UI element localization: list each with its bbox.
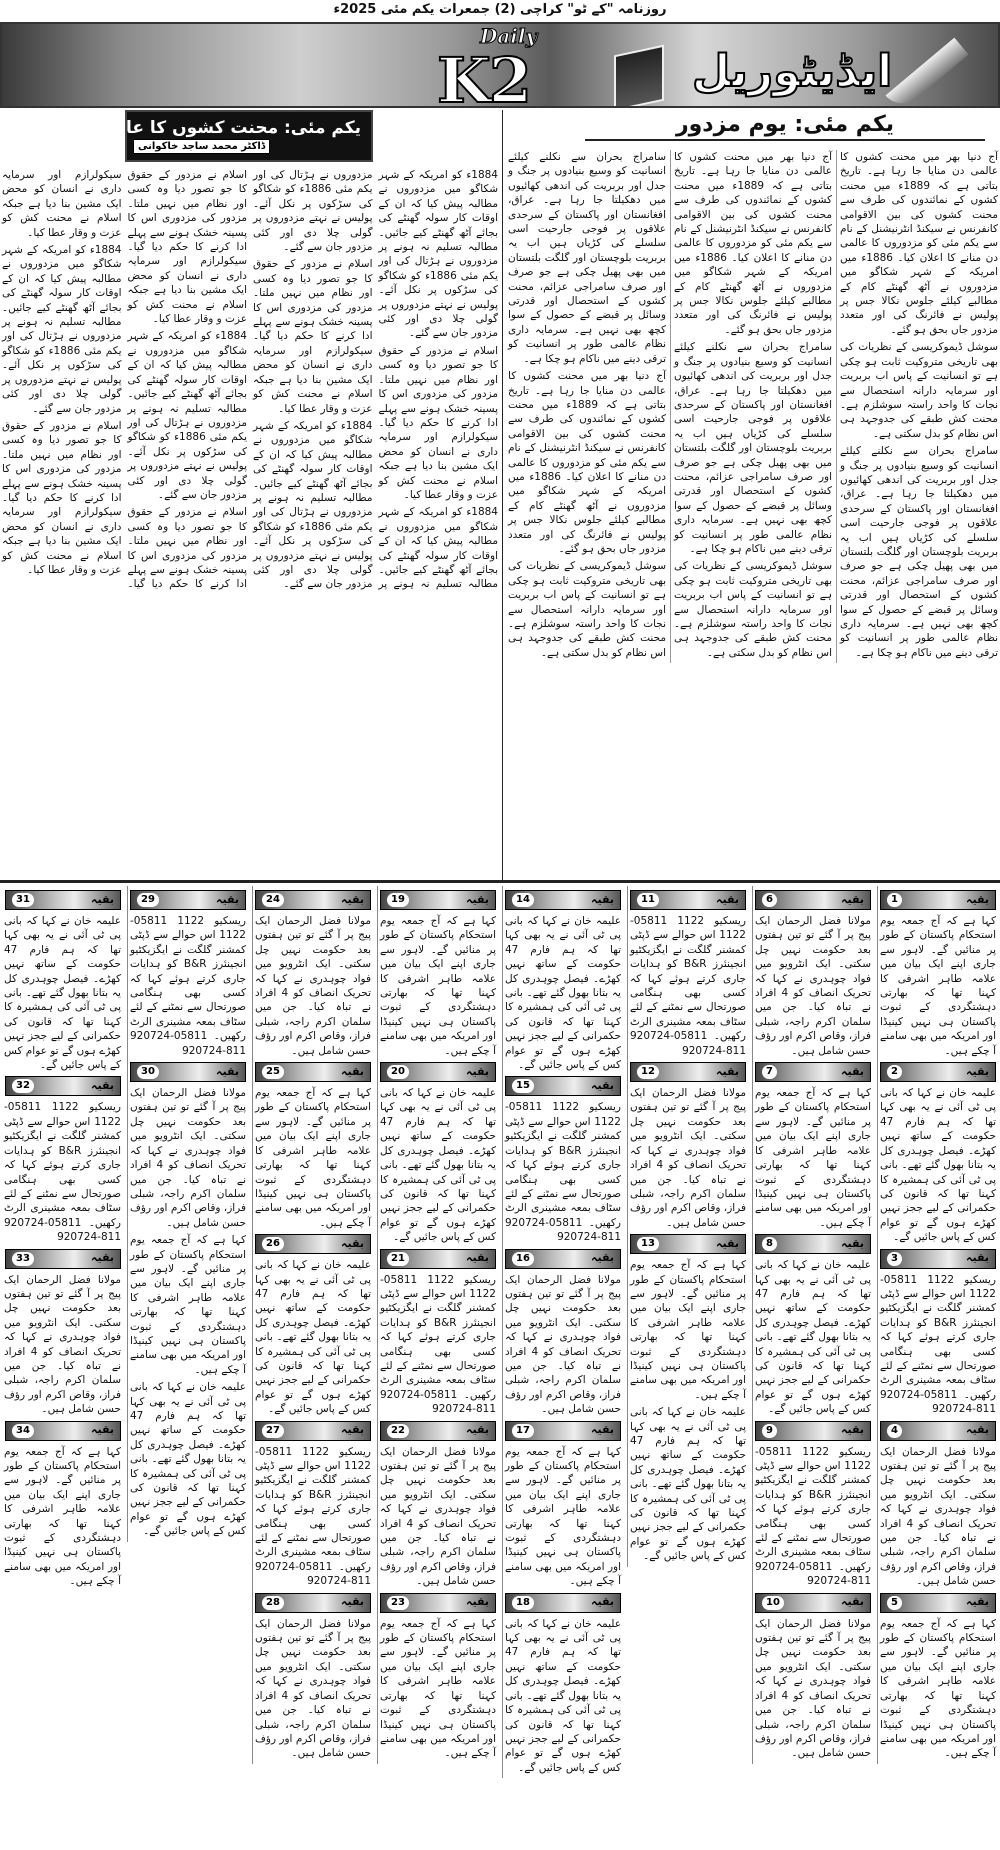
- column-divider: [502, 110, 503, 880]
- continued-box: [630, 1062, 746, 1082]
- continued-label: بقیہ: [91, 1251, 114, 1265]
- continued-number: 29: [137, 893, 159, 907]
- news-paragraph: مولانا فضل الرحمان ایک پیج پر آ گئے تو تین ہفتوں بعد حکومت نہیں چل سکتی۔ ایک انٹرویو میں فواد چوہدری نے کہا کہ تحریک انصاف کو 4 افراد نے تباہ کیا۔ جن میں سلمان اکرم راجہ، شبلی فراز، وقاص اکرم اور رؤف حسن شامل ہیں۔: [130, 1087, 247, 1229]
- paragraph: سامراج بحران سے نکلنے کیلئے انسانیت کو وسیع بنیادوں پر جنگ و جدل اور بربریت کی اندھی کھائیوں میں دھکیلتا جا رہا ہے۔ عراق، افغانستان اور پاکستان کے سرحدی علاقوں پر فوجی جارحیت اسی سلسلے کی کڑیاں ہیں اب یہ بربریت بلوچستان اور گلگت بلتستان میں بھی پھیل چکی ہے جو صرف اور صرف سامراجی عزائم، محنت کشوں کے استحصال اور قدرتی وسائل پر قبضے کے حصول کے سوا کچھ بھی نہیں ہے۔ سرمایہ داری نظام عالمی طور پر انسانیت کو ترقی دینے میں ناکام ہو چکا ہے۔: [840, 445, 998, 659]
- news-paragraph: مولانا فضل الرحمان ایک پیج پر آ گئے تو تین ہفتوں بعد حکومت نہیں چل سکتی۔ ایک انٹرویو میں فواد چوہدری نے کہا کہ تحریک انصاف کو 4 افراد نے تباہ کیا۔ جن میں سلمان اکرم راجہ، شبلی فراز، وقاص اکرم اور رؤف حسن شامل ہیں۔: [755, 915, 872, 1057]
- continued-box: [255, 1234, 371, 1254]
- news-paragraph: ریسکیو 1122 05811-1122 اس حوالے سے ڈپٹی کمشنر گلگت نے ایگزیکٹیو انجینئرز B&R کو ہدایات جاری کرتے ہوئے کہا کہ کسی بھی ہنگامی صورتحال سے نمٹنے کے لئے سٹاف بمعہ مشینری الرٹ رکھیں۔ 05811-920724 811-920724: [880, 1273, 997, 1416]
- continued-box: [505, 1421, 621, 1441]
- books-icon: [614, 45, 664, 108]
- paragraph: اسلام نے مزدور کے حقوق کا جو تصور دیا وہ کسی اور نظام میں نہیں ملتا۔ مزدور کی مزدوری اس کا پسینہ خشک ہونے سے پہلے ادا کرنے کا حکم دیا گیا۔ سیکولرازم اور سرمایہ داری نے انسان کو محض ایک مشین بنا دیا ہے جبکہ اسلام نے محنت کش کو عزت و وقار عطا کیا۔: [253, 258, 373, 415]
- continued-label: بقیہ: [216, 892, 239, 906]
- continued-box: [5, 1421, 121, 1441]
- continued-label: بقیہ: [466, 1064, 489, 1078]
- continued-number: 13: [637, 1237, 659, 1251]
- continued-box: [755, 890, 871, 910]
- continued-number: 9: [762, 1424, 777, 1438]
- continued-number: 27: [262, 1424, 284, 1438]
- paragraph: 1884ء کو امریکہ کے شہر شکاگو میں مزدوروں نے مطالبہ پیش کیا کہ ان کے اوقات کار سولہ گھنٹے کی بجائے آٹھ گھنٹے کیے جائیں۔ مطالبہ تسلیم نہ ہونے پر مزدوروں نے ہڑتال کی اور یکم مئی 1886ء کو شکاگو کی سڑکوں پر نکل آئے۔ پولیس نے نہتے مزدوروں پر گولی چلا دی اور کئی مزدور جان سے گئے۔: [127, 330, 247, 501]
- continued-number: 32: [12, 1079, 34, 1093]
- continued-box: [630, 890, 746, 910]
- news-paragraph: ریسکیو 1122 05811-1122 اس حوالے سے ڈپٹی کمشنر گلگت نے ایگزیکٹیو انجینئرز B&R کو ہدایات جاری کرتے ہوئے کہا کہ کسی بھی ہنگامی صورتحال سے نمٹنے کے لئے سٹاف بمعہ مشینری الرٹ رکھیں۔ 05811-920724 811-920724: [505, 1101, 622, 1244]
- continued-number: 26: [262, 1237, 284, 1251]
- news-paragraph: کہا ہے کہ آج جمعہ یوم استحکام پاکستان کے طور پر منائیں گے۔ لاہور سے جاری اپنے ایک بیان میں علامہ طاہر اشرفی کا کہنا تھا کہ بھارتی دہشتگردی کے ثبوت پاکستان ہی نہیں کینیڈا اور امریکہ میں بھی سامنے آ چکے ہیں۔: [380, 1617, 496, 1760]
- continued-box: [380, 890, 496, 910]
- news-column: [877, 886, 998, 1764]
- continued-box: [255, 1062, 371, 1082]
- continued-box: [880, 1593, 996, 1613]
- continued-label: بقیہ: [341, 892, 364, 906]
- continued-label: بقیہ: [341, 1595, 364, 1609]
- news-paragraph: ریسکیو 1122 05811-1122 اس حوالے سے ڈپٹی کمشنر گلگت نے ایگزیکٹیو انجینئرز B&R کو ہدایات جاری کرتے ہوئے کہا کہ کسی بھی ہنگامی صورتحال سے نمٹنے کے لئے سٹاف بمعہ مشینری الرٹ رکھیں۔ 05811-920724 811-920724: [4, 1101, 122, 1244]
- continued-label: بقیہ: [716, 1064, 739, 1078]
- news-paragraph: کہا ہے کہ آج جمعہ یوم استحکام پاکستان کے طور پر منائیں گے۔ لاہور سے جاری اپنے ایک بیان میں علامہ طاہر اشرفی کا کہنا تھا کہ بھارتی دہشتگردی کے ثبوت پاکستان ہی نہیں کینیڈا اور امریکہ میں بھی سامنے آ چکے ہیں۔: [130, 1234, 246, 1376]
- continued-box: [5, 1249, 121, 1269]
- masthead-banner: [0, 22, 1000, 108]
- continued-number: 21: [387, 1252, 409, 1266]
- continued-box: [880, 1249, 996, 1269]
- column-area: [2, 110, 498, 592]
- news-paragraph: علیمہ خان نے کہا کہ بانی پی ٹی آئی نے یہ بھی کہا تھا کہ ہم فارم 47 حکومت کے ساتھ نہیں کھڑے۔ فیصل چوہدری کل یہ بتانا بھول گئے تھے۔ بانی پی ٹی آئی کی ہمشیرہ کا کہنا تھا کہ قانون کی حکمرانی کے لیے ججز نہیں کھڑے ہوں گے تو عوام کس کے پاس جائیں گے۔: [130, 1381, 246, 1538]
- column-banner: [61, 110, 373, 162]
- continued-box: [755, 1062, 871, 1082]
- news-paragraph: مولانا فضل الرحمان ایک پیج پر آ گئے تو تین ہفتوں بعد حکومت نہیں چل سکتی۔ ایک انٹرویو میں فواد چوہدری نے کہا کہ تحریک انصاف کو 4 افراد نے تباہ کیا۔ جن میں سلمان اکرم راجہ، شبلی فراز، وقاص اکرم اور رؤف حسن شامل ہیں۔: [255, 915, 372, 1057]
- continued-box: [755, 1593, 871, 1613]
- continued-number: 25: [262, 1065, 284, 1079]
- news-paragraph: علیمہ خان نے کہا کہ بانی پی ٹی آئی نے یہ بھی کہا تھا کہ ہم فارم 47 حکومت کے ساتھ نہیں کھڑے۔ فیصل چوہدری کل یہ بتانا بھول گئے تھے۔ بانی پی ٹی آئی کی ہمشیرہ کا کہنا تھا کہ قانون کی حکمرانی کے لیے ججز نہیں کھڑے ہوں گے تو عوام کس کے پاس جائیں گے۔: [4, 915, 121, 1072]
- continued-number: 3: [887, 1252, 902, 1266]
- continued-box: [630, 1234, 746, 1254]
- continued-label: بقیہ: [841, 1595, 864, 1609]
- news-paragraph: کہا ہے کہ آج جمعہ یوم استحکام پاکستان کے طور پر منائیں گے۔ لاہور سے جاری اپنے ایک بیان میں علامہ طاہر اشرفی کا کہنا تھا کہ بھارتی دہشتگردی کے ثبوت پاکستان ہی نہیں کینیڈا اور امریکہ میں بھی سامنے آ چکے ہیں۔: [505, 1445, 621, 1588]
- continued-label: بقیہ: [591, 1595, 614, 1609]
- paragraph: سوشل ڈیموکریسی کے نظریات کی بھی تاریخی متروکیت ثابت ہو چکی ہے تو انسانیت کے پاس اب بربریت اور سرمایہ دارانہ استحصال سے نجات کا واحد راستہ سوشلزم ہے۔ محنت کش طبقے کی جدوجہد ہی اس نظام کو بدل سکتی ہے۔: [674, 560, 832, 659]
- news-paragraph: علیمہ خان نے کہا کہ بانی پی ٹی آئی نے یہ بھی کہا تھا کہ ہم فارم 47 حکومت کے ساتھ نہیں کھڑے۔ فیصل چوہدری کل یہ بتانا بھول گئے تھے۔ بانی پی ٹی آئی کی ہمشیرہ کا کہنا تھا کہ قانون کی حکمرانی کے لیے ججز نہیں کھڑے ہوں گے تو عوام کس کے پاس جائیں گے۔: [505, 915, 621, 1072]
- continued-label: بقیہ: [591, 1079, 614, 1093]
- continued-number: 2: [887, 1065, 902, 1079]
- continued-number: 20: [387, 1065, 409, 1079]
- news-column: [627, 886, 748, 1567]
- continued-number: 19: [387, 893, 409, 907]
- continued-number: 8: [762, 1237, 777, 1251]
- continued-number: 31: [12, 893, 34, 907]
- continued-label: بقیہ: [841, 1423, 864, 1437]
- news-column: [752, 886, 873, 1764]
- news-paragraph: کہا ہے کہ آج جمعہ یوم استحکام پاکستان کے طور پر منائیں گے۔ لاہور سے جاری اپنے ایک بیان میں علامہ طاہر اشرفی کا کہنا تھا کہ بھارتی دہشتگردی کے ثبوت پاکستان ہی نہیں کینیڈا اور امریکہ میں بھی سامنے آ چکے ہیں۔: [255, 1087, 371, 1229]
- continued-number: 24: [262, 893, 284, 907]
- column-title: یکم مئی: محنت کشوں کا عالمی دن: [61, 118, 361, 138]
- continued-number: 28: [262, 1596, 284, 1610]
- continued-number: 23: [387, 1596, 409, 1610]
- continued-label: بقیہ: [466, 1251, 489, 1265]
- paragraph: اسلام نے مزدور کے حقوق کا جو تصور دیا وہ کسی اور نظام میں نہیں ملتا۔ مزدور کی مزدوری اس کا پسینہ خشک ہونے سے پہلے ادا کرنے کا حکم دیا گیا۔ سیکولرازم اور سرمایہ داری نے انسان کو محض ایک مشین بنا دیا ہے جبکہ اسلام نے محنت کش کو عزت و وقار عطا کیا۔: [378, 344, 498, 501]
- paragraph: سامراج بحران سے نکلنے کیلئے انسانیت کو وسیع بنیادوں پر جنگ و جدل اور بربریت کی اندھی کھائیوں میں دھکیلتا جا رہا ہے۔ عراق، افغانستان اور پاکستان کے سرحدی علاقوں پر فوجی جارحیت اسی سلسلے کی کڑیاں ہیں اب یہ بربریت بلوچستان اور گلگت بلتستان میں بھی پھیل چکی ہے جو صرف اور صرف سامراجی عزائم، محنت کشوں کے استحصال اور قدرتی وسائل پر قبضے کے حصول کے سوا کچھ بھی نہیں ہے۔ سرمایہ داری نظام عالمی طور پر انسانیت کو ترقی دینے میں ناکام ہو چکا ہے۔: [674, 341, 832, 555]
- continued-box: [505, 1076, 621, 1096]
- continued-label: بقیہ: [841, 892, 864, 906]
- news-column: [377, 886, 498, 1764]
- continued-label: بقیہ: [966, 1251, 989, 1265]
- paragraph: 1884ء کو امریکہ کے شہر شکاگو میں مزدوروں نے مطالبہ پیش کیا کہ ان کے اوقات کار سولہ گھنٹے کی بجائے آٹھ گھنٹے کیے جائیں۔ مطالبہ تسلیم نہ ہونے پر مزدوروں نے ہڑتال کی اور یکم مئی 1886ء کو شکاگو کی سڑکوں پر نکل آئے۔ پولیس نے نہتے مزدوروں پر گولی چلا دی اور کئی مزدور جان سے گئے۔: [2, 244, 122, 415]
- news-paragraph: علیمہ خان نے کہا کہ بانی پی ٹی آئی نے یہ بھی کہا تھا کہ ہم فارم 47 حکومت کے ساتھ نہیں کھڑے۔ فیصل چوہدری کل یہ بتانا بھول گئے تھے۔ بانی پی ٹی آئی کی ہمشیرہ کا کہنا تھا کہ قانون کی حکمرانی کے لیے ججز نہیں کھڑے ہوں گے تو عوام کس کے پاس جائیں گے۔: [380, 1087, 496, 1244]
- continued-label: بقیہ: [341, 1064, 364, 1078]
- continued-label: بقیہ: [466, 1595, 489, 1609]
- paragraph: اسلام نے مزدور کے حقوق کا جو تصور دیا وہ کسی اور نظام میں نہیں ملتا۔ مزدور کی مزدوری اس کا پسینہ خشک ہونے سے پہلے ادا کرنے کا حکم دیا گیا۔ سیکولرازم اور سرمایہ داری نے انسان کو محض ایک مشین بنا دیا ہے جبکہ اسلام نے محنت کش کو عزت و وقار عطا کیا۔: [127, 169, 247, 326]
- continued-number: 4: [887, 1424, 902, 1438]
- continued-box: [505, 890, 621, 910]
- news-paragraph: کہا ہے کہ آج جمعہ یوم استحکام پاکستان کے طور پر منائیں گے۔ لاہور سے جاری اپنے ایک بیان میں علامہ طاہر اشرفی کا کہنا تھا کہ بھارتی دہشتگردی کے ثبوت پاکستان ہی نہیں کینیڈا اور امریکہ میں بھی سامنے آ چکے ہیں۔: [880, 1617, 996, 1760]
- news-paragraph: کہا ہے کہ آج جمعہ یوم استحکام پاکستان کے طور پر منائیں گے۔ لاہور سے جاری اپنے ایک بیان میں علامہ طاہر اشرفی کا کہنا تھا کہ بھارتی دہشتگردی کے ثبوت پاکستان ہی نہیں کینیڈا اور امریکہ میں بھی سامنے آ چکے ہیں۔: [4, 1445, 121, 1588]
- logo-daily: Daily: [480, 24, 538, 48]
- continued-label: بقیہ: [966, 1595, 989, 1609]
- continued-number: 16: [512, 1252, 534, 1266]
- continued-label: بقیہ: [966, 892, 989, 906]
- news-paragraph: مولانا فضل الرحمان ایک پیج پر آ گئے تو تین ہفتوں بعد حکومت نہیں چل سکتی۔ ایک انٹرویو میں فواد چوہدری نے کہا کہ تحریک انصاف کو 4 افراد نے تباہ کیا۔ جن میں سلمان اکرم راجہ، شبلی فراز، وقاص اکرم اور رؤف حسن شامل ہیں۔: [380, 1445, 497, 1588]
- dateline: روزنامہ "کے ٹو" کراچی (2) جمعرات یکم مئی 2025ء: [333, 2, 667, 17]
- continued-label: بقیہ: [841, 1064, 864, 1078]
- continued-number: 5: [887, 1596, 902, 1610]
- continued-label: بقیہ: [966, 1064, 989, 1078]
- continued-label: بقیہ: [341, 1423, 364, 1437]
- continued-box: [130, 1062, 246, 1082]
- news-paragraph: کہا ہے کہ آج جمعہ یوم استحکام پاکستان کے طور پر منائیں گے۔ لاہور سے جاری اپنے ایک بیان میں علامہ طاہر اشرفی کا کہنا تھا کہ بھارتی دہشتگردی کے ثبوت پاکستان ہی نہیں کینیڈا اور امریکہ میں بھی سامنے آ چکے ہیں۔: [630, 1259, 746, 1401]
- continued-label: بقیہ: [466, 892, 489, 906]
- continued-box: [880, 890, 996, 910]
- continued-number: 34: [12, 1424, 34, 1438]
- continued-box: [755, 1234, 871, 1254]
- continued-number: 12: [637, 1065, 659, 1079]
- paragraph: سوشل ڈیموکریسی کے نظریات کی بھی تاریخی متروکیت ثابت ہو چکی ہے تو انسانیت کے پاس اب بربریت اور سرمایہ دارانہ استحصال سے نجات کا واحد راستہ سوشلزم ہے۔ محنت کش طبقے کی جدوجہد ہی اس نظام کو بدل سکتی ہے۔: [840, 341, 998, 440]
- news-paragraph: ریسکیو 1122 05811-1122 اس حوالے سے ڈپٹی کمشنر گلگت نے ایگزیکٹیو انجینئرز B&R کو ہدایات جاری کرتے ہوئے کہا کہ کسی بھی ہنگامی صورتحال سے نمٹنے کے لئے سٹاف بمعہ مشینری الرٹ رکھیں۔ 05811-920724 811-920724: [630, 915, 747, 1057]
- continued-number: 22: [387, 1424, 409, 1438]
- pen-icon: [885, 38, 968, 108]
- news-paragraph: علیمہ خان نے کہا کہ بانی پی ٹی آئی نے یہ بھی کہا تھا کہ ہم فارم 47 حکومت کے ساتھ نہیں کھڑے۔ فیصل چوہدری کل یہ بتانا بھول گئے تھے۔ بانی پی ٹی آئی کی ہمشیرہ کا کہنا تھا کہ قانون کی حکمرانی کے لیے ججز نہیں کھڑے ہوں گے تو عوام کس کے پاس جائیں گے۔: [255, 1259, 371, 1416]
- continued-label: بقیہ: [341, 1236, 364, 1250]
- news-paragraph: کہا ہے کہ آج جمعہ یوم استحکام پاکستان کے طور پر منائیں گے۔ لاہور سے جاری اپنے ایک بیان میں علامہ طاہر اشرفی کا کہنا تھا کہ بھارتی دہشتگردی کے ثبوت پاکستان ہی نہیں کینیڈا اور امریکہ میں بھی سامنے آ چکے ہیں۔: [380, 915, 496, 1057]
- news-paragraph: ریسکیو 1122 05811-1122 اس حوالے سے ڈپٹی کمشنر گلگت نے ایگزیکٹیو انجینئرز B&R کو ہدایات جاری کرتے ہوئے کہا کہ کسی بھی ہنگامی صورتحال سے نمٹنے کے لئے سٹاف بمعہ مشینری الرٹ رکھیں۔ 05811-920724 811-920724: [130, 915, 247, 1057]
- continued-label: بقیہ: [91, 1423, 114, 1437]
- continued-number: 15: [512, 1079, 534, 1093]
- continued-label: بقیہ: [591, 892, 614, 906]
- paragraph: اسلام نے مزدور کے حقوق کا جو تصور دیا وہ کسی اور نظام میں نہیں ملتا۔ مزدور کی مزدوری اس کا پسینہ خشک ہونے سے پہلے ادا کرنے کا حکم دیا گیا۔ سیکولرازم اور سرمایہ داری نے انسان کو محض ایک مشین بنا دیا ہے جبکہ اسلام نے محنت کش کو عزت و وقار عطا کیا۔: [2, 169, 247, 591]
- news-paragraph: مولانا فضل الرحمان ایک پیج پر آ گئے تو تین ہفتوں بعد حکومت نہیں چل سکتی۔ ایک انٹرویو میں فواد چوہدری نے کہا کہ تحریک انصاف کو 4 افراد نے تباہ کیا۔ جن میں سلمان اکرم راجہ، شبلی فراز، وقاص اکرم اور رؤف حسن شامل ہیں۔: [4, 1273, 122, 1416]
- continued-box: [755, 1421, 871, 1441]
- section-divider: [0, 880, 1000, 883]
- continued-number: 30: [137, 1065, 159, 1079]
- news-column: [502, 886, 623, 1778]
- editorial-title: یکم مئی: یوم مزدور: [585, 112, 985, 141]
- paragraph: 1884ء کو امریکہ کے شہر شکاگو میں مزدوروں نے مطالبہ پیش کیا کہ ان کے اوقات کار سولہ گھنٹے کی بجائے آٹھ گھنٹے کیے جائیں۔ مطالبہ تسلیم نہ ہونے پر مزدوروں نے ہڑتال کی اور یکم مئی 1886ء کو شکاگو کی سڑکوں پر نکل آئے۔ پولیس نے نہتے مزدوروں پر گولی چلا دی اور کئی مزدور جان سے گئے۔: [253, 169, 498, 591]
- paragraph: آج دنیا بھر میں محنت کشوں کا عالمی دن منایا جا رہا ہے۔ تاریخ بتاتی ہے کہ 1889ء میں محنت کشوں کے نمائندوں کی طرف سے محنت کشوں کی بین الاقوامی کانفرنس نے سیکنڈ انٹرنیشنل کے نام سے یکم مئی کو مزدوروں کا عالمی دن منانے کا اعلان کیا۔ 1886ء میں امریکہ کے شہر شکاگو میں مزدوروں نے آٹھ گھنٹے کام کے مطالبے کیلئے جلوس نکالا جس پر پولیس نے فائرنگ کی اور متعدد مزدور جاں بحق ہو گئے۔: [840, 151, 999, 336]
- news-paragraph: ریسکیو 1122 05811-1122 اس حوالے سے ڈپٹی کمشنر گلگت نے ایگزیکٹیو انجینئرز B&R کو ہدایات جاری کرتے ہوئے کہا کہ کسی بھی ہنگامی صورتحال سے نمٹنے کے لئے سٹاف بمعہ مشینری الرٹ رکھیں۔ 05811-920724 811-920724: [255, 1445, 372, 1588]
- continued-label: بقیہ: [591, 1251, 614, 1265]
- column-author: ڈاکٹر محمد ساجد خاکوانی: [133, 139, 270, 154]
- news-column: [2, 886, 123, 1592]
- continued-label: بقیہ: [466, 1423, 489, 1437]
- continued-label: بقیہ: [966, 1423, 989, 1437]
- news-paragraph: مولانا فضل الرحمان ایک پیج پر آ گئے تو تین ہفتوں بعد حکومت نہیں چل سکتی۔ ایک انٹرویو میں فواد چوہدری نے کہا کہ تحریک انصاف کو 4 افراد نے تباہ کیا۔ جن میں سلمان اکرم راجہ، شبلی فراز، وقاص اکرم اور رؤف حسن شامل ہیں۔: [505, 1273, 622, 1416]
- continued-box: [380, 1421, 496, 1441]
- continued-box: [255, 890, 371, 910]
- continued-number: 14: [512, 893, 534, 907]
- continued-label: بقیہ: [716, 1236, 739, 1250]
- continued-label: بقیہ: [841, 1236, 864, 1250]
- continued-number: 17: [512, 1424, 534, 1438]
- paragraph: 1884ء کو امریکہ کے شہر شکاگو میں مزدوروں نے مطالبہ پیش کیا کہ ان کے اوقات کار سولہ گھنٹے کی بجائے آٹھ گھنٹے کیے جائیں۔ مطالبہ تسلیم نہ ہونے پر مزدوروں نے ہڑتال کی اور یکم مئی 1886ء کو شکاگو کی سڑکوں پر نکل آئے۔ پولیس نے نہتے مزدوروں پر گولی چلا دی اور کئی مزدور جان سے گئے۔: [253, 419, 373, 591]
- paragraph: سوشل ڈیموکریسی کے نظریات کی بھی تاریخی متروکیت ثابت ہو چکی ہے تو انسانیت کے پاس اب بربریت اور سرمایہ دارانہ استحصال سے نجات کا واحد راستہ سوشلزم ہے۔ محنت کش طبقے کی جدوجہد ہی اس نظام کو بدل سکتی ہے۔: [508, 560, 666, 659]
- continued-box: [130, 890, 246, 910]
- paragraph: سامراج بحران سے نکلنے کیلئے انسانیت کو وسیع بنیادوں پر جنگ و جدل اور بربریت کی اندھی کھائیوں میں دھکیلتا جا رہا ہے۔ عراق، افغانستان اور پاکستان کے سرحدی علاقوں پر فوجی جارحیت اسی سلسلے کی کڑیاں ہیں اب یہ بربریت بلوچستان اور گلگت بلتستان میں بھی پھیل چکی ہے جو صرف اور صرف سامراجی عزائم، محنت کشوں کے استحصال اور قدرتی وسائل پر قبضے کے حصول کے سوا کچھ بھی نہیں ہے۔ سرمایہ داری نظام عالمی طور پر انسانیت کو ترقی دینے میں ناکام ہو چکا ہے۔: [508, 151, 666, 365]
- continued-number: 18: [512, 1596, 534, 1610]
- paragraph: اسلام نے مزدور کے حقوق کا جو تصور دیا وہ کسی اور نظام میں نہیں ملتا۔ مزدور کی مزدوری اس کا پسینہ خشک ہونے سے پہلے ادا کرنے کا حکم دیا گیا۔ سیکولرازم اور سرمایہ داری نے انسان کو محض ایک مشین بنا دیا ہے جبکہ اسلام نے محنت کش کو عزت و وقار عطا کیا۔: [2, 419, 122, 576]
- continued-box: [505, 1593, 621, 1613]
- news-paragraph: مولانا فضل الرحمان ایک پیج پر آ گئے تو تین ہفتوں بعد حکومت نہیں چل سکتی۔ ایک انٹرویو میں فواد چوہدری نے کہا کہ تحریک انصاف کو 4 افراد نے تباہ کیا۔ جن میں سلمان اکرم راجہ، شبلی فراز، وقاص اکرم اور رؤف حسن شامل ہیں۔: [755, 1617, 872, 1760]
- continued-number: 10: [762, 1596, 784, 1610]
- paragraph: آج دنیا بھر میں محنت کشوں کا عالمی دن منایا جا رہا ہے۔ تاریخ بتاتی ہے کہ 1889ء میں محنت کشوں کے نمائندوں کی طرف سے محنت کشوں کی بین الاقوامی کانفرنس نے سیکنڈ انٹرنیشنل کے نام سے یکم مئی کو مزدوروں کا عالمی دن منانے کا اعلان کیا۔ 1886ء میں امریکہ کے شہر شکاگو میں مزدوروں نے آٹھ گھنٹے کام کے مطالبے کیلئے جلوس نکالا جس پر پولیس نے فائرنگ کی اور متعدد مزدور جاں بحق ہو گئے۔: [508, 370, 667, 555]
- editorial-body: [508, 150, 998, 663]
- news-paragraph: مولانا فضل الرحمان ایک پیج پر آ گئے تو تین ہفتوں بعد حکومت نہیں چل سکتی۔ ایک انٹرویو میں فواد چوہدری نے کہا کہ تحریک انصاف کو 4 افراد نے تباہ کیا۔ جن میں سلمان اکرم راجہ، شبلی فراز، وقاص اکرم اور رؤف حسن شامل ہیں۔: [630, 1087, 747, 1229]
- news-paragraph: علیمہ خان نے کہا کہ بانی پی ٹی آئی نے یہ بھی کہا تھا کہ ہم فارم 47 حکومت کے ساتھ نہیں کھڑے۔ فیصل چوہدری کل یہ بتانا بھول گئے تھے۔ بانی پی ٹی آئی کی ہمشیرہ کا کہنا تھا کہ قانون کی حکمرانی کے لیے ججز نہیں کھڑے ہوں گے تو عوام کس کے پاس جائیں گے۔: [755, 1259, 871, 1416]
- news-paragraph: کہا ہے کہ آج جمعہ یوم استحکام پاکستان کے طور پر منائیں گے۔ لاہور سے جاری اپنے ایک بیان میں علامہ طاہر اشرفی کا کہنا تھا کہ بھارتی دہشتگردی کے ثبوت پاکستان ہی نہیں کینیڈا اور امریکہ میں بھی سامنے آ چکے ہیں۔: [755, 1087, 871, 1229]
- continued-box: [380, 1593, 496, 1613]
- continued-number: 1: [887, 893, 902, 907]
- continued-label: بقیہ: [216, 1064, 239, 1078]
- news-paragraph: علیمہ خان نے کہا کہ بانی پی ٹی آئی نے یہ بھی کہا تھا کہ ہم فارم 47 حکومت کے ساتھ نہیں کھڑے۔ فیصل چوہدری کل یہ بتانا بھول گئے تھے۔ بانی پی ٹی آئی کی ہمشیرہ کا کہنا تھا کہ قانون کی حکمرانی کے لیے ججز نہیں کھڑے ہوں گے تو عوام کس کے پاس جائیں گے۔: [505, 1617, 621, 1774]
- paragraph: 1884ء کو امریکہ کے شہر شکاگو میں مزدوروں نے مطالبہ پیش کیا کہ ان کے اوقات کار سولہ گھنٹے کی بجائے آٹھ گھنٹے کیے جائیں۔ مطالبہ تسلیم نہ ہونے پر مزدوروں نے ہڑتال کی اور یکم مئی 1886ء کو شکاگو کی سڑکوں پر نکل آئے۔ پولیس نے نہتے مزدوروں پر گولی چلا دی اور کئی مزدور جان سے گئے۔: [378, 169, 498, 340]
- column-body: [2, 168, 498, 592]
- continued-box: [255, 1593, 371, 1613]
- section-title: ایڈیٹوریل: [692, 46, 893, 97]
- continued-box: [5, 890, 121, 910]
- news-paragraph: ریسکیو 1122 05811-1122 اس حوالے سے ڈپٹی کمشنر گلگت نے ایگزیکٹیو انجینئرز B&R کو ہدایات جاری کرتے ہوئے کہا کہ کسی بھی ہنگامی صورتحال سے نمٹنے کے لئے سٹاف بمعہ مشینری الرٹ رکھیں۔ 05811-920724 811-920724: [755, 1445, 872, 1588]
- continued-label: بقیہ: [91, 1079, 114, 1093]
- news-paragraph: مولانا فضل الرحمان ایک پیج پر آ گئے تو تین ہفتوں بعد حکومت نہیں چل سکتی۔ ایک انٹرویو میں فواد چوہدری نے کہا کہ تحریک انصاف کو 4 افراد نے تباہ کیا۔ جن میں سلمان اکرم راجہ، شبلی فراز، وقاص اکرم اور رؤف حسن شامل ہیں۔: [880, 1445, 997, 1588]
- news-column: [127, 886, 248, 1542]
- continued-label: بقیہ: [91, 892, 114, 906]
- continued-box: [880, 1421, 996, 1441]
- news-column: [252, 886, 373, 1764]
- news-paragraph: ریسکیو 1122 05811-1122 اس حوالے سے ڈپٹی کمشنر گلگت نے ایگزیکٹیو انجینئرز B&R کو ہدایات جاری کرتے ہوئے کہا کہ کسی بھی ہنگامی صورتحال سے نمٹنے کے لئے سٹاف بمعہ مشینری الرٹ رکھیں۔ 05811-920724 811-920724: [380, 1273, 497, 1416]
- logo-k2: K2: [437, 44, 531, 108]
- continued-box: [505, 1249, 621, 1269]
- continued-number: 7: [762, 1065, 777, 1079]
- continued-box: [5, 1076, 121, 1096]
- news-paragraph: کہا ہے کہ آج جمعہ یوم استحکام پاکستان کے طور پر منائیں گے۔ لاہور سے جاری اپنے ایک بیان میں علامہ طاہر اشرفی کا کہنا تھا کہ بھارتی دہشتگردی کے ثبوت پاکستان ہی نہیں کینیڈا اور امریکہ میں بھی سامنے آ چکے ہیں۔: [880, 915, 996, 1057]
- continued-box: [880, 1062, 996, 1082]
- paragraph: آج دنیا بھر میں محنت کشوں کا عالمی دن منایا جا رہا ہے۔ تاریخ بتاتی ہے کہ 1889ء میں محنت کشوں کے نمائندوں کی طرف سے محنت کشوں کی بین الاقوامی کانفرنس نے سیکنڈ انٹرنیشنل کے نام سے یکم مئی کو مزدوروں کا عالمی دن منانے کا اعلان کیا۔ 1886ء میں امریکہ کے شہر شکاگو میں مزدوروں نے آٹھ گھنٹے کام کے مطالبے کیلئے جلوس نکالا جس پر پولیس نے فائرنگ کی اور متعدد مزدور جاں بحق ہو گئے۔: [674, 151, 833, 336]
- continued-box: [380, 1062, 496, 1082]
- continued-label: بقیہ: [716, 892, 739, 906]
- continued-number: 11: [637, 893, 659, 907]
- news-paragraph: علیمہ خان نے کہا کہ بانی پی ٹی آئی نے یہ بھی کہا تھا کہ ہم فارم 47 حکومت کے ساتھ نہیں کھڑے۔ فیصل چوہدری کل یہ بتانا بھول گئے تھے۔ بانی پی ٹی آئی کی ہمشیرہ کا کہنا تھا کہ قانون کی حکمرانی کے لیے ججز نہیں کھڑے ہوں گے تو عوام کس کے پاس جائیں گے۔: [880, 1087, 996, 1244]
- continued-number: 6: [762, 893, 777, 907]
- continued-box: [255, 1421, 371, 1441]
- continued-number: 33: [12, 1252, 34, 1266]
- news-paragraph: علیمہ خان نے کہا کہ بانی پی ٹی آئی نے یہ بھی کہا تھا کہ ہم فارم 47 حکومت کے ساتھ نہیں کھڑے۔ فیصل چوہدری کل یہ بتانا بھول گئے تھے۔ بانی پی ٹی آئی کی ہمشیرہ کا کہنا تھا کہ قانون کی حکمرانی کے لیے ججز نہیں کھڑے ہوں گے تو عوام کس کے پاس جائیں گے۔: [630, 1406, 746, 1563]
- news-paragraph: مولانا فضل الرحمان ایک پیج پر آ گئے تو تین ہفتوں بعد حکومت نہیں چل سکتی۔ ایک انٹرویو میں فواد چوہدری نے کہا کہ تحریک انصاف کو 4 افراد نے تباہ کیا۔ جن میں سلمان اکرم راجہ، شبلی فراز، وقاص اکرم اور رؤف حسن شامل ہیں۔: [255, 1617, 372, 1760]
- continued-label: بقیہ: [591, 1423, 614, 1437]
- continued-box: [380, 1249, 496, 1269]
